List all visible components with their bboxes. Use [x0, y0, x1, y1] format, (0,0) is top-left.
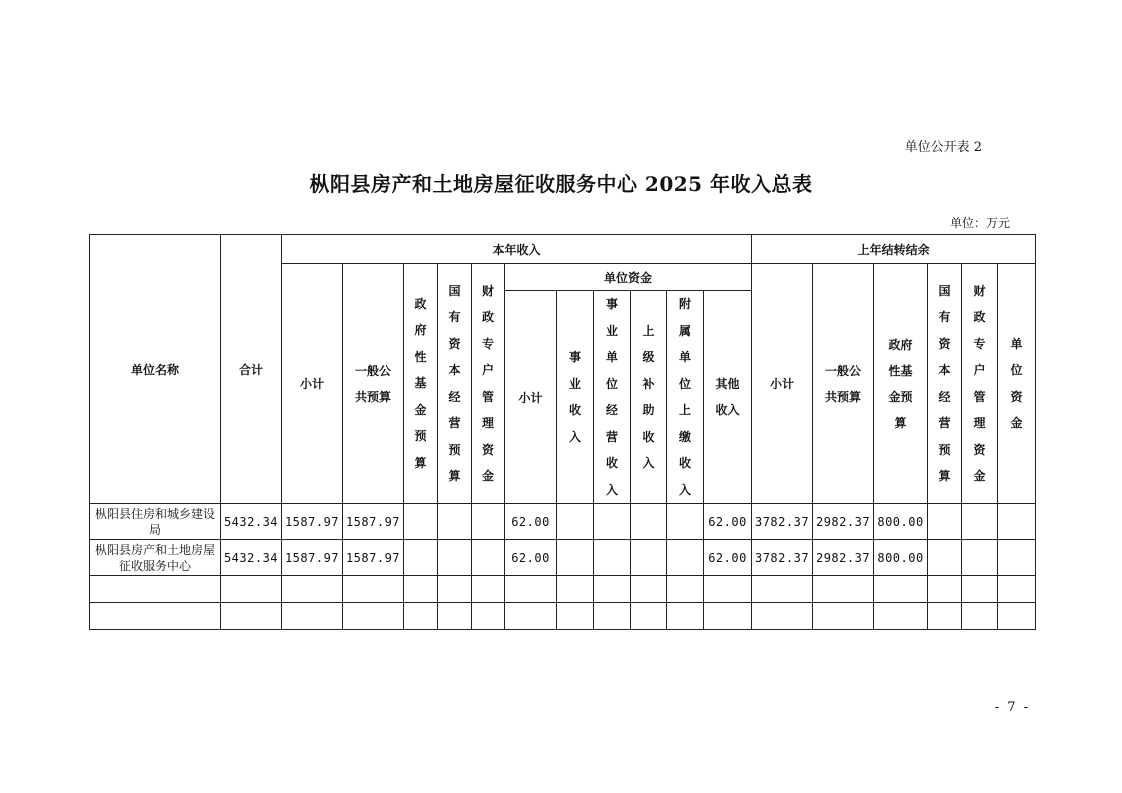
header-uf-affiliated	[667, 291, 704, 504]
cell-cy-gov-fund	[404, 540, 438, 576]
cell-co-gov-fund: 800.00	[874, 540, 928, 576]
cell-co-state-capital	[928, 504, 962, 540]
header-uf-operating	[594, 291, 631, 504]
cell-uf-operating	[594, 504, 631, 540]
header-unit-funds: 单位资金	[505, 264, 752, 291]
cell-cy-subtotal: 1587.97	[282, 540, 343, 576]
cell-co-state-capital	[928, 540, 962, 576]
cell-co-fiscal-special	[962, 540, 998, 576]
empty-cell	[704, 603, 752, 630]
empty-cell	[438, 603, 472, 630]
cell-uf-affiliated	[667, 504, 704, 540]
header-cy-fiscal-special	[472, 264, 505, 504]
empty-cell	[813, 576, 874, 603]
empty-cell	[594, 603, 631, 630]
empty-cell	[557, 603, 594, 630]
cell-total: 5432.34	[221, 504, 282, 540]
empty-cell	[343, 603, 404, 630]
empty-cell	[404, 603, 438, 630]
cell-cy-general-budget: 1587.97	[343, 540, 404, 576]
empty-cell	[962, 576, 998, 603]
empty-cell	[928, 603, 962, 630]
header-co-unit-funds	[998, 264, 1036, 504]
page-number: - 7 -	[994, 700, 1030, 715]
empty-cell	[90, 603, 221, 630]
table-row	[90, 540, 1036, 576]
row-unit-name: 枞阳县住房和城乡建设局	[90, 504, 221, 540]
empty-cell	[221, 576, 282, 603]
header-cy-subtotal: 小计	[282, 264, 343, 504]
cell-cy-state-capital	[438, 504, 472, 540]
cell-uf-subtotal: 62.00	[505, 540, 557, 576]
cell-uf-other: 62.00	[704, 504, 752, 540]
page-title: 枞阳县房产和土地房屋征收服务中心 2025 年收入总表	[309, 172, 813, 196]
form-number-label: 单位公开表 2	[904, 140, 982, 155]
header-unit-name: 单位名称	[90, 235, 221, 504]
cell-co-general-budget: 2982.37	[813, 540, 874, 576]
empty-cell	[752, 576, 813, 603]
cell-co-unit-funds	[998, 540, 1036, 576]
header-cy-general-budget	[343, 264, 404, 504]
empty-cell	[221, 603, 282, 630]
header-co-gov-fund	[874, 264, 928, 504]
header-cy-gov-fund	[404, 264, 438, 504]
cell-co-fiscal-special	[962, 504, 998, 540]
header-uf-other-label: 其他收入	[715, 377, 740, 417]
empty-cell	[90, 576, 221, 603]
header-cy-state-capital	[438, 264, 472, 504]
empty-cell	[472, 603, 505, 630]
header-co-fiscal-special	[962, 264, 998, 504]
empty-cell	[962, 603, 998, 630]
cell-uf-business	[557, 540, 594, 576]
unit-label: 单位：万元	[949, 216, 1010, 230]
empty-cell	[438, 576, 472, 603]
empty-cell	[752, 603, 813, 630]
empty-cell	[928, 576, 962, 603]
cell-cy-subtotal: 1587.97	[282, 504, 343, 540]
header-co-gov-fund-label: 政府性基金预算	[888, 337, 913, 430]
cell-uf-operating	[594, 540, 631, 576]
empty-cell	[704, 576, 752, 603]
empty-cell	[813, 603, 874, 630]
header-uf-subsidy-label: 上级补助收入	[642, 323, 655, 470]
empty-cell	[667, 576, 704, 603]
row-unit-name: 枞阳县房产和土地房屋征收服务中心	[90, 540, 221, 576]
cell-uf-subtotal: 62.00	[505, 504, 557, 540]
header-uf-affiliated-label: 附属单位上缴收入	[678, 297, 691, 497]
header-cy-state-capital-label: 国有资本经营预算	[448, 283, 461, 483]
header-co-fiscal-special-label: 财政专户管理资金	[973, 283, 986, 483]
empty-cell	[631, 603, 667, 630]
cell-co-subtotal: 3782.37	[752, 504, 813, 540]
header-co-state-capital	[928, 264, 962, 504]
cell-co-unit-funds	[998, 504, 1036, 540]
table-row-empty	[90, 603, 1036, 630]
empty-cell	[998, 603, 1036, 630]
header-uf-other	[704, 291, 752, 504]
cell-co-subtotal: 3782.37	[752, 540, 813, 576]
header-uf-business-label: 事业收入	[568, 350, 581, 444]
header-co-unit-funds-label: 单位资金	[1010, 336, 1023, 430]
cell-uf-affiliated	[667, 540, 704, 576]
cell-total: 5432.34	[221, 540, 282, 576]
header-uf-subsidy	[631, 291, 667, 504]
empty-cell	[594, 576, 631, 603]
header-co-subtotal: 小计	[752, 264, 813, 504]
cell-cy-state-capital	[438, 540, 472, 576]
header-uf-subtotal: 小计	[505, 291, 557, 504]
header-cy-general-budget-label: 一般公共预算	[354, 363, 391, 404]
cell-uf-other: 62.00	[704, 540, 752, 576]
cell-co-gov-fund: 800.00	[874, 504, 928, 540]
cell-uf-subsidy	[631, 504, 667, 540]
table-row-empty	[90, 576, 1036, 603]
empty-cell	[505, 603, 557, 630]
empty-cell	[404, 576, 438, 603]
income-summary-table	[89, 234, 1036, 630]
header-carryover: 上年结转结余	[752, 235, 1036, 264]
empty-cell	[282, 603, 343, 630]
cell-cy-fiscal-special	[472, 504, 505, 540]
cell-uf-business	[557, 504, 594, 540]
empty-cell	[472, 576, 505, 603]
cell-cy-gov-fund	[404, 504, 438, 540]
empty-cell	[343, 576, 404, 603]
cell-cy-fiscal-special	[472, 540, 505, 576]
empty-cell	[505, 576, 557, 603]
empty-cell	[631, 576, 667, 603]
header-cy-fiscal-special-label: 财政专户管理资金	[481, 283, 494, 483]
header-co-general-budget-label: 一般公共预算	[825, 363, 862, 404]
table-row	[90, 504, 1036, 540]
cell-uf-subsidy	[631, 540, 667, 576]
empty-cell	[998, 576, 1036, 603]
header-total: 合计	[221, 235, 282, 504]
cell-cy-general-budget: 1587.97	[343, 504, 404, 540]
header-co-general-budget	[813, 264, 874, 504]
empty-cell	[667, 603, 704, 630]
empty-cell	[874, 576, 928, 603]
header-co-state-capital-label: 国有资本经营预算	[938, 283, 951, 483]
header-cy-gov-fund-label: 政府性基金预算	[414, 296, 427, 470]
cell-co-general-budget: 2982.37	[813, 504, 874, 540]
empty-cell	[874, 603, 928, 630]
empty-cell	[282, 576, 343, 603]
header-current-year-income: 本年收入	[282, 235, 752, 264]
header-uf-business	[557, 291, 594, 504]
empty-cell	[557, 576, 594, 603]
header-uf-operating-label: 事业单位经营收入	[605, 297, 618, 497]
